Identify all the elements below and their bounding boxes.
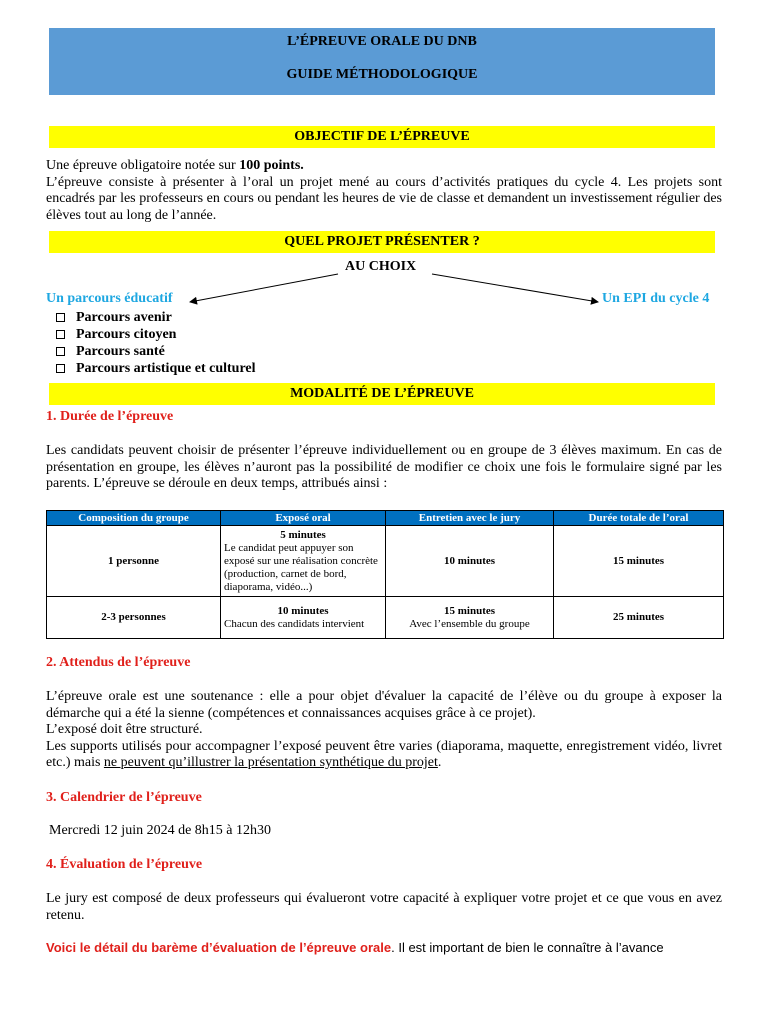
checkbox-icon	[56, 364, 65, 373]
objective-text: Une épreuve obligatoire notée sur 100 points. L’épreuve consiste à présenter à l’oral un projet mené au cours d’activités pratiques du cycle 4. Les projets sont encadrés par les professeurs en cours ou pendant les heures de vie de classe et demandent un investissement régulier des élèves tout au long de l’année.	[46, 158, 722, 223]
checkbox-icon	[56, 347, 65, 356]
table-header: Durée totale de l’oral	[554, 511, 724, 526]
table-cell: 1 personne	[47, 526, 221, 597]
choice-arrows	[0, 0, 768, 320]
modality-heading: MODALITÉ DE L’ÉPREUVE	[49, 383, 715, 405]
table-row	[47, 597, 724, 639]
table-cell: 25 minutes	[554, 597, 724, 639]
arrow-left	[190, 274, 338, 302]
list-item: Parcours santé	[56, 343, 256, 360]
table-cell: 2-3 personnes	[47, 597, 221, 639]
checkbox-icon	[56, 313, 65, 322]
parcours-list	[56, 309, 256, 377]
table-header: Composition du groupe	[47, 511, 221, 526]
objective-heading: OBJECTIF DE L’ÉPREUVE	[49, 126, 715, 148]
list-item: Parcours artistique et culturel	[56, 360, 256, 377]
page-subtitle: GUIDE MÉTHODOLOGIQUE	[286, 67, 478, 82]
arrow-right	[432, 274, 598, 302]
table-cell: 15 minutes Avec l’ensemble du groupe	[386, 597, 554, 639]
section-expectations-text: L’épreuve orale est une soutenance : elle a pour objet d'évaluer la capacité de l’élève ou du groupe à exposer la démarche qui a été la sienne (compétences et connaissances acquises grâce à ce projet). L’exposé doit être structuré. Les supports utilisés pour accompagner l’exposé peuvent être varies (diaporama, maquette, enregistrement vidéo, livret etc.) mais ne peuvent qu’illustrer la présentation synthétique du projet.	[46, 689, 722, 770]
section-calendar-text: Mercredi 12 juin 2024 de 8h15 à 12h30	[49, 823, 272, 838]
section-duration-text: Les candidats peuvent choisir de présenter l’épreuve individuellement ou en groupe de 3 élèves maximum. En cas de présentation en groupe, les élèves n’auront pas la possibilité de modifier ce choix une fois le formulaire signé par les parents. L’épreuve se déroule en deux temps, attribués ainsi :	[46, 443, 722, 491]
section-calendar-title: 3. Calendrier de l’épreuve	[46, 790, 202, 805]
table-cell: 15 minutes	[554, 526, 724, 597]
grading-note: Voici le détail du barème d’évaluation de l’épreuve orale. Il est important de bien le connaître à l’avance	[46, 940, 664, 955]
section-evaluation-title: 4. Évaluation de l’épreuve	[46, 857, 203, 872]
table-header: Entretien avec le jury	[386, 511, 554, 526]
table-cell: 10 minutes	[386, 526, 554, 597]
section-duration-title: 1. Durée de l’épreuve	[46, 409, 174, 424]
choice-right: Un EPI du cycle 4	[602, 291, 710, 306]
checkbox-icon	[56, 330, 65, 339]
table-row	[47, 526, 724, 597]
choice-left: Un parcours éducatif	[46, 291, 173, 306]
table-cell: 5 minutes Le candidat peut appuyer son exposé sur une réalisation concrète (production, carnet de bord, diaporama, vidéo...)	[221, 526, 386, 597]
table-cell: 10 minutes Chacun des candidats intervient	[221, 597, 386, 639]
duration-table	[46, 510, 724, 639]
table-header-row	[47, 511, 724, 526]
page-title: L’ÉPREUVE ORALE DU DNB	[287, 34, 477, 49]
choice-label: AU CHOIX	[345, 259, 417, 274]
section-expectations-title: 2. Attendus de l’épreuve	[46, 655, 191, 670]
list-item: Parcours avenir	[56, 309, 256, 326]
list-item: Parcours citoyen	[56, 326, 256, 343]
table-header: Exposé oral	[221, 511, 386, 526]
project-heading: QUEL PROJET PRÉSENTER ?	[49, 231, 715, 253]
section-evaluation-text: Le jury est composé de deux professeurs qui évalueront votre capacité à expliquer votre projet et ce que vous en avez retenu.	[46, 891, 722, 923]
